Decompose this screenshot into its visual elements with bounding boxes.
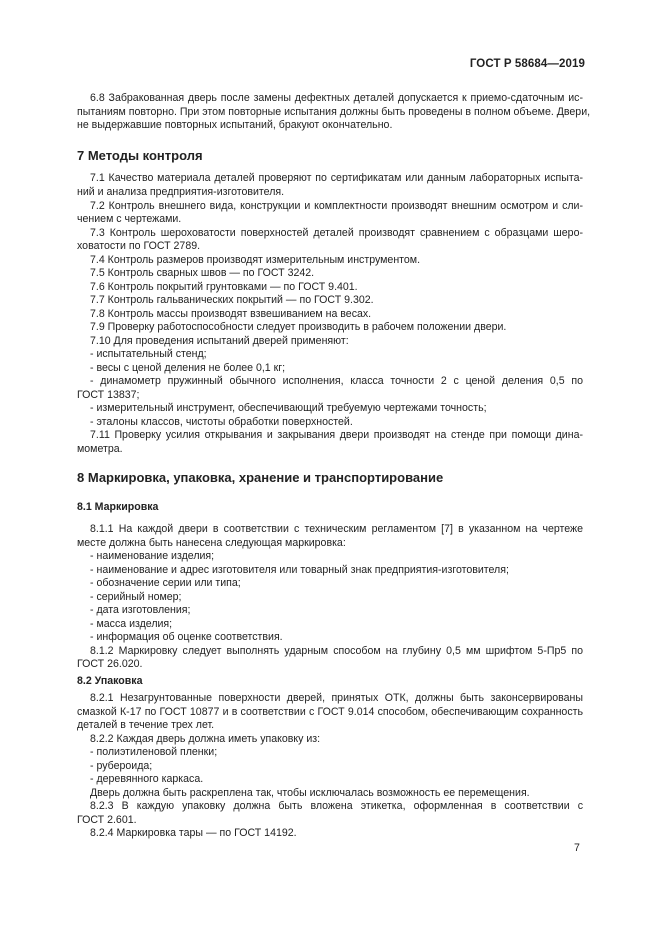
page-number: 7 — [574, 842, 580, 854]
section-heading: 7 Методы контроля — [77, 148, 203, 163]
subsection-heading: 8.2 Упаковка — [77, 675, 143, 687]
text-line: 7.7 Контроль гальванических покрытий — по ГОСТ 9.302. — [90, 294, 374, 306]
text-line: чением с чертежами. — [77, 213, 182, 225]
document-header: ГОСТ Р 58684—2019 — [469, 58, 585, 70]
text-line: Дверь должна быть раскреплена так, чтобы исключалась возможность ее перемещения. — [90, 787, 530, 799]
text-line: 7.9 Проверку работоспособности следует производить в рабочем положении двери. — [90, 321, 507, 333]
text-line: ГОСТ 2.601. — [77, 814, 137, 826]
text-line: деталей в течение трех лет. — [77, 719, 215, 731]
list-item: - эталоны классов, чистоты обработки поверхностей. — [90, 416, 353, 428]
text-line: 7.1 Качество материала деталей проверяют по сертификатам или данным лабораторных испыта- — [90, 172, 583, 184]
text-line: ховатости по ГОСТ 2789. — [77, 240, 201, 252]
text-line: 7.3 Контроль шероховатости поверхностей деталей производят сравнением с образцами шеро- — [90, 227, 583, 239]
text-line: 8.2.1 Незагрунтованные поверхности дверей, принятых ОТК, должны быть законсервированы — [90, 692, 583, 704]
list-item: - масса изделия; — [90, 618, 173, 630]
text-line: месте должна быть нанесена следующая маркировка: — [77, 537, 346, 549]
text-line: 7.8 Контроль массы производят взвешиванием на весах. — [90, 308, 372, 320]
list-item: - наименование изделия; — [90, 550, 215, 562]
text-line: 8.2.3 В каждую упаковку должна быть вложена этикетка, оформленная в соответствии с — [90, 800, 583, 812]
list-item: - информация об оценке соответствия. — [90, 631, 283, 643]
text-line: 7.11 Проверку усилия открывания и закрывания двери производят на стенде при помощи дина- — [90, 429, 583, 441]
list-item: - испытательный стенд; — [90, 348, 207, 360]
list-item: - измерительный инструмент, обеспечивающий требуемую чертежами точность; — [90, 402, 487, 414]
text-line: смазкой К-17 по ГОСТ 10877 и в соответствии с ГОСТ 9.014 способом, обеспечивающим сохранность — [77, 706, 583, 718]
text-line: мометра. — [77, 443, 123, 455]
text-line: 8.1.2 Маркировку следует выполнять ударным способом на глубину 0,5 мм шрифтом 5-Пр5 по — [90, 645, 583, 657]
section-heading: 8 Маркировка, упаковка, хранение и транспортирование — [77, 470, 444, 485]
list-item: - обозначение серии или типа; — [90, 577, 241, 589]
list-item: - деревянного каркаса. — [90, 773, 204, 785]
text-line: 7.4 Контроль размеров производят измерительным инструментом. — [90, 254, 421, 266]
list-item: - серийный номер; — [90, 591, 182, 603]
text-line: 7.5 Контроль сварных швов — по ГОСТ 3242. — [90, 267, 315, 279]
text-line: ний и анализа предприятия-изготовителя. — [77, 186, 285, 198]
text-line: 7.2 Контроль внешнего вида, конструкции и комплектности производят внешним осмотром и сли- — [90, 200, 583, 212]
list-item: - дата изготовления; — [90, 604, 191, 616]
text-line: 7.10 Для проведения испытаний дверей применяют: — [90, 335, 349, 347]
list-item: - весы с ценой деления не более 0,1 кг; — [90, 362, 286, 374]
list-item: - полиэтиленовой пленки; — [90, 746, 218, 758]
text-line: 8.2.2 Каждая дверь должна иметь упаковку из: — [90, 733, 321, 745]
text-line: ГОСТ 13837; — [77, 389, 140, 401]
text-line: 8.1.1 На каждой двери в соответствии с техническим регламентом [7] в указанном на чертеже — [90, 523, 583, 535]
list-item: - рубероида; — [90, 760, 153, 772]
subsection-heading: 8.1 Маркировка — [77, 501, 159, 513]
list-item: - динамометр пружинный обычного исполнения, класса точности 2 с ценой деления 0,5 по — [90, 375, 583, 387]
text-line: 6.8 Забракованная дверь после замены дефектных деталей допускается к приемо-сдаточным ис- — [90, 92, 583, 104]
text-line: ГОСТ 26.020. — [77, 658, 143, 670]
text-line: не выдержавшие повторных испытаний, бракуют окончательно. — [77, 119, 393, 131]
text-line: 8.2.4 Маркировка тары — по ГОСТ 14192. — [90, 827, 297, 839]
text-line: 7.6 Контроль покрытий грунтовками — по ГОСТ 9.401. — [90, 281, 358, 293]
text-line: пытаниям повторно. При этом повторные испытания должны быть проведены в полном объеме. Двери, — [77, 106, 591, 118]
list-item: - наименование и адрес изготовителя или товарный знак предприятия-изготовителя; — [90, 564, 509, 576]
